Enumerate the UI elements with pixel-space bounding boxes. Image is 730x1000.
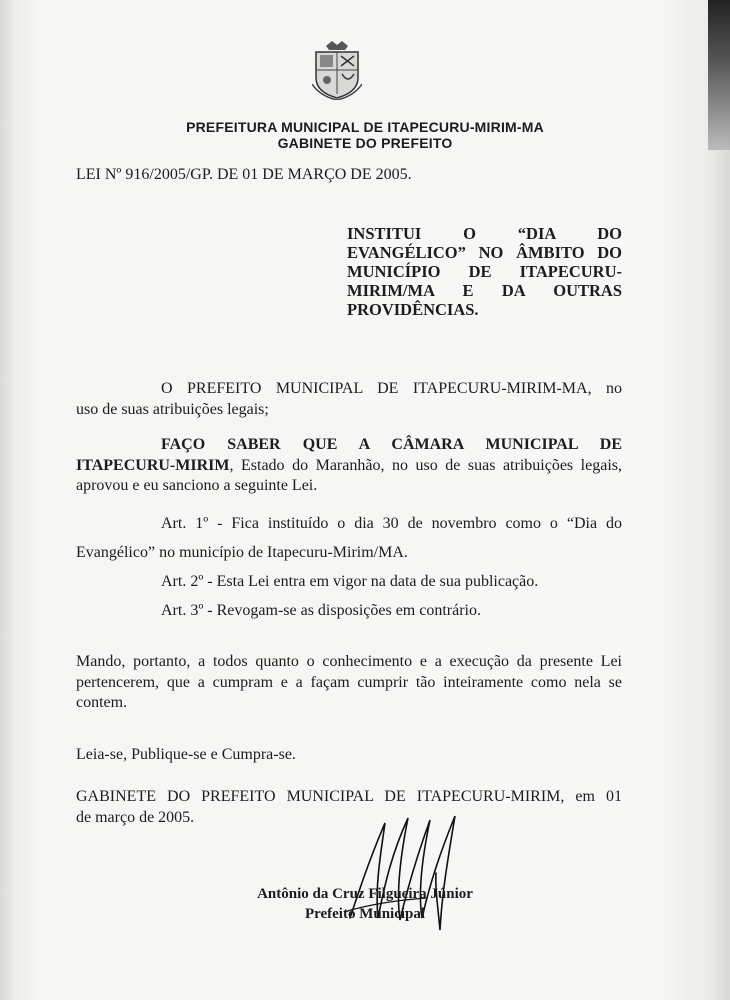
- art1-line-2: Evangélico” no município de Itapecuru-Mirim/MA.: [76, 544, 408, 561]
- preamble-line-2: uso de suas atribuições legais;: [76, 400, 269, 418]
- gabinete-line-2: de março de 2005.: [76, 808, 195, 826]
- gabinete-line-1: GABINETE DO PREFEITO MUNICIPAL DE ITAPECURU-MIRIM, em 01: [76, 788, 622, 805]
- article-1: [76, 514, 622, 535]
- signatory-name: Antônio da Cruz Filgueira Júnior: [257, 886, 473, 902]
- publique-line: Leia-se, Publique-se e Cumpra-se.: [76, 746, 296, 763]
- signatory-role: Prefeito Municipal: [304, 906, 426, 922]
- art1-line-1: Art. 1º - Fica instituído o dia 30 de novembro como o “Dia do: [161, 515, 622, 532]
- faco-saber-line-2-rest: , Estado do Maranhão, no uso de suas atribuições legais,: [229, 456, 622, 474]
- mando-line-1: Mando, portanto, a todos quanto o conhecimento e a execução da presente Lei: [76, 653, 622, 670]
- preamble: [76, 379, 622, 420]
- faco-saber-line-1: FAÇO SABER QUE A CÂMARA MUNICIPAL DE: [161, 436, 622, 453]
- city-name: ITAPECURU-MIRIM: [76, 456, 230, 474]
- coat-of-arms-icon: [312, 38, 362, 100]
- ementa-line-1: INSTITUI O “DIA DO: [347, 224, 622, 243]
- header-line-1: PREFEITURA MUNICIPAL DE ITAPECURU-MIRIM-MA: [186, 119, 544, 135]
- article-2: Art. 2º - Esta Lei entra em vigor na data de sua publicação.: [161, 573, 539, 590]
- faco-saber-paragraph: [76, 435, 622, 497]
- ementa-line-2: EVANGÉLICO” NO ÂMBITO DO: [347, 243, 622, 262]
- faco-saber-line-3: aprovou e eu sanciono a seguinte Lei.: [76, 477, 318, 494]
- ementa-line-4: MIRIM/MA E DA OUTRAS: [347, 281, 622, 300]
- ementa-line-5: PROVIDÊNCIAS.: [347, 300, 479, 319]
- faco-saber-line-2: [76, 456, 622, 477]
- mando-line-2: pertencerem, que a cumpram e a façam cumprir tão inteiramente como nela se: [76, 673, 622, 691]
- mando-line-3: contem.: [76, 694, 128, 711]
- law-title: LEI Nº 916/2005/GP. DE 01 DE MARÇO DE 2005.: [76, 166, 412, 183]
- article-3: Art. 3º - Revogam-se as disposições em contrário.: [161, 602, 481, 619]
- ementa: [347, 224, 622, 319]
- mando-paragraph: [76, 652, 622, 714]
- header-line-2: GABINETE DO PREFEITO: [277, 135, 453, 151]
- ementa-line-3: MUNICÍPIO DE ITAPECURU-: [347, 262, 622, 281]
- preamble-line-1: O PREFEITO MUNICIPAL DE ITAPECURU-MIRIM-MA, no: [161, 380, 622, 397]
